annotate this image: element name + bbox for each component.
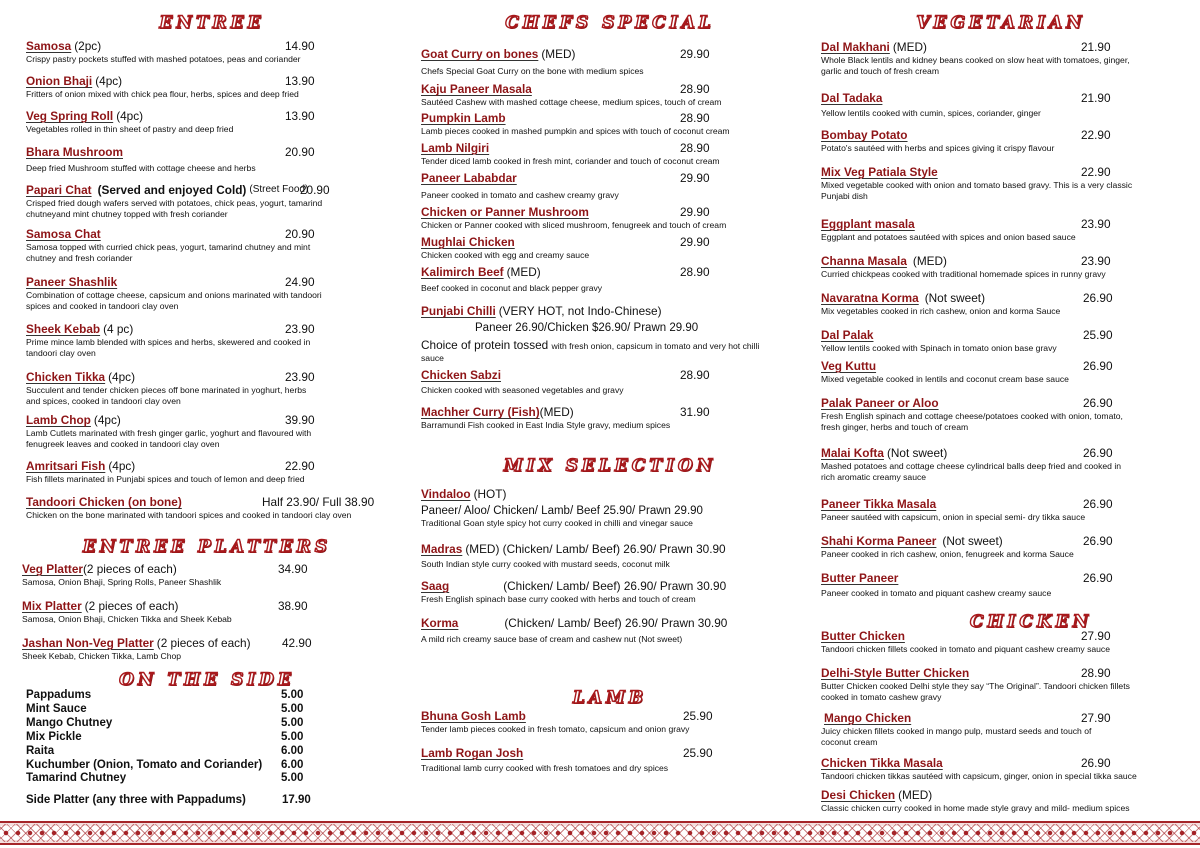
item-price: 14.90 xyxy=(285,39,315,53)
menu-item xyxy=(421,616,799,645)
item-desc: fresh ginger, herbs and touch of cream xyxy=(821,421,969,432)
heading-chicken: CHICKEN xyxy=(969,612,1093,632)
menu-item xyxy=(821,128,1181,154)
item-name: Lamb Rogan Josh xyxy=(421,746,524,760)
item-desc: Sheek Kebab, Chicken Tikka, Lamb Chop xyxy=(22,651,182,661)
side-item-price: 6.00 xyxy=(281,758,304,771)
menu-item xyxy=(421,368,799,396)
item-desc: Crisped fried dough wafers served with potatoes, chick peas, yogurt, tamarind xyxy=(26,198,323,208)
item-name: Veg Kuttu xyxy=(821,359,877,373)
item-extra: (4pc) xyxy=(108,370,136,384)
item-extra: (4pc) xyxy=(116,109,144,123)
side-item xyxy=(26,731,398,745)
heading-on-the-side: ON THE SIDE xyxy=(119,670,295,690)
item-name: Punjabi Chilli xyxy=(421,304,496,318)
side-item-price: 5.00 xyxy=(281,702,304,715)
side-item-price: 5.00 xyxy=(281,716,304,729)
item-extra: (Chicken/ Lamb/ Beef) 26.90/ Prawn 30.90 xyxy=(503,579,727,593)
item-name: Butter Chicken xyxy=(821,629,905,643)
item-name: Tandoori Chicken (on bone) xyxy=(26,495,182,509)
item-desc: Paneer cooked in tomato and cashew creamy gravy xyxy=(421,190,619,200)
side-item xyxy=(26,689,398,703)
item-desc: Fresh English spinach base curry cooked with herbs and touch of cream xyxy=(421,594,696,604)
item-desc: Mixed vegetable cooked in lentils and coconut cream base sauce xyxy=(821,374,1069,384)
item-price: 28.90 xyxy=(680,265,710,279)
side-item xyxy=(26,759,398,773)
menu-item xyxy=(421,47,799,77)
item-desc: Yellow lentils cooked with Spinach in tomato onion base gravy xyxy=(821,343,1057,353)
item-name: Dal Tadaka xyxy=(821,91,883,105)
item-price: 29.90 xyxy=(680,171,710,185)
item-name: Shahi Korma Paneer xyxy=(821,534,937,548)
item-price: 23.90 xyxy=(285,322,315,336)
item-name: Malai Kofta xyxy=(821,446,884,460)
item-desc: Chicken or Panner cooked with sliced mushroom, fenugreek and touch of cream xyxy=(421,220,727,230)
item-desc: Tender lamb pieces cooked in fresh tomato, capsicum and onion gravy xyxy=(421,724,690,734)
menu-item xyxy=(26,109,398,135)
item-price: 26.90 xyxy=(1083,446,1113,460)
item-price: 22.90 xyxy=(1081,128,1111,142)
item-name: Mango Chicken xyxy=(824,711,912,725)
side-item-price: 6.00 xyxy=(281,744,304,757)
item-price: 39.90 xyxy=(285,413,315,427)
item-name: Papari Chat xyxy=(26,183,92,197)
menu-item xyxy=(421,579,799,605)
item-desc: Yellow lentils cooked with cumin, spices, coriander, ginger xyxy=(821,108,1041,118)
item-extra: (Not sweet) xyxy=(886,446,948,460)
item-name: Goat Curry on bones xyxy=(421,47,539,61)
side-item-name: Mint Sauce xyxy=(26,702,87,715)
decorative-border-pattern xyxy=(0,824,1200,842)
item-desc: coconut cream xyxy=(821,736,878,747)
item-extra: (2 pieces of each) xyxy=(82,562,177,576)
item-desc: Succulent and tender chicken pieces off bone marinated in yoghurt, herbs xyxy=(26,385,307,395)
heading-mix-selection: MIX SELECTION xyxy=(503,456,717,476)
menu-item xyxy=(421,304,799,364)
item-name: Amritsari Fish xyxy=(26,459,106,473)
menu-item xyxy=(821,217,1181,243)
item-desc: and spices, cooked in tandoori clay oven xyxy=(26,395,181,406)
menu-item xyxy=(26,275,398,311)
menu-item xyxy=(821,788,1181,814)
side-item-price: 5.00 xyxy=(281,772,304,785)
item-price: 27.90 xyxy=(1081,711,1111,725)
item-price: Half 23.90/ Full 38.90 xyxy=(262,495,375,509)
item-desc: spices and cooked in tandoori clay oven xyxy=(26,300,179,311)
item-desc: rich aromatic creamy sauce xyxy=(821,471,927,482)
punjabi-choice xyxy=(421,338,799,353)
menu-item xyxy=(821,165,1181,201)
menu-item xyxy=(421,746,799,774)
item-name: Veg Platter xyxy=(22,562,83,576)
punjabi-choice-title: Choice of protein tossed xyxy=(421,338,549,352)
item-desc: Samosa topped with curried chick peas, yogurt, tamarind chutney and mint xyxy=(26,242,311,252)
heading-chefs-special: CHEFS SPECIAL xyxy=(505,13,715,33)
item-desc: Sautéed Cashew with mashed cottage cheese, medium spices, touch of cream xyxy=(421,97,722,107)
item-name: Mix Platter xyxy=(22,599,82,613)
menu-item xyxy=(821,756,1181,782)
item-extra: (4pc) xyxy=(108,459,136,473)
item-desc: Vegetables rolled in thin sheet of pastry and deep fried xyxy=(26,124,234,134)
item-extra: (Chicken/ Lamb/ Beef) 26.90/ Prawn 30.90 xyxy=(504,616,728,630)
item-name: Bhuna Gosh Lamb xyxy=(421,709,526,723)
item-name: Madras xyxy=(421,542,463,556)
item-price: 25.90 xyxy=(683,709,713,723)
item-desc: Punjabi dish xyxy=(821,190,868,201)
item-name: Chicken Tikka xyxy=(26,370,106,384)
item-extra-2: (Street Food) xyxy=(249,184,309,195)
menu-item xyxy=(421,542,799,570)
item-name: Chicken Tikka Masala xyxy=(821,756,943,770)
item-extra: (4pc) xyxy=(95,74,123,88)
item-name: Lamb Chop xyxy=(26,413,91,427)
item-desc: Classic chicken curry cooked in home made style gravy and mild- medium spices xyxy=(821,803,1130,813)
item-desc: Curried chickpeas cooked with traditional homemade spices in runny gravy xyxy=(821,269,1106,279)
item-name: Sheek Kebab xyxy=(26,322,101,336)
menu-item xyxy=(421,82,799,108)
item-price: 28.90 xyxy=(680,141,710,155)
item-name: Kaju Paneer Masala xyxy=(421,82,532,96)
item-desc: Chefs Special Goat Curry on the bone with medium spices xyxy=(421,66,644,76)
item-name: Palak Paneer or Aloo xyxy=(821,396,939,410)
side-item-name: Tamarind Chutney xyxy=(26,772,127,785)
item-name: Dal Makhani xyxy=(821,40,890,54)
item-name: Onion Bhaji xyxy=(26,74,93,88)
menu-item xyxy=(26,459,398,485)
item-name: Jashan Non-Veg Platter xyxy=(22,636,154,650)
item-name: Delhi-Style Butter Chicken xyxy=(821,666,970,680)
item-price: 29.90 xyxy=(680,205,710,219)
item-name: Paneer Shashlik xyxy=(26,275,118,289)
menu-item xyxy=(821,254,1181,280)
menu-item xyxy=(421,171,799,201)
item-extra: (MED) xyxy=(912,254,947,268)
menu-item xyxy=(821,711,1181,747)
menu-item xyxy=(821,396,1181,432)
item-name: Eggplant masala xyxy=(821,217,915,231)
side-item xyxy=(26,745,398,759)
item-price: 26.90 xyxy=(1083,359,1113,373)
item-price: 20.90 xyxy=(285,227,315,241)
item-extra: (MED) xyxy=(892,40,927,54)
menu-item xyxy=(821,497,1181,523)
item-desc: Whole Black lentils and kidney beans cooked on slow heat with tomatoes, ginger, xyxy=(821,55,1130,65)
item-price: 20.90 xyxy=(300,183,330,197)
item-desc: Lamb pieces cooked in mashed pumpkin and spices with touch of coconut cream xyxy=(421,126,730,136)
side-item xyxy=(26,772,398,786)
side-item-price: 5.00 xyxy=(281,689,304,701)
item-name: Veg Spring Roll xyxy=(26,109,114,123)
item-desc: Beef cooked in coconut and black pepper gravy xyxy=(421,283,603,293)
item-name: Chicken or Panner Mushroom xyxy=(421,205,589,219)
item-extra: (Served and enjoyed Cold) xyxy=(97,183,247,197)
item-name: Machher Curry (Fish) xyxy=(421,405,540,419)
item-price: 26.90 xyxy=(1083,396,1113,410)
item-price: 27.90 xyxy=(1081,629,1111,643)
item-extra: (2 pieces of each) xyxy=(84,599,179,613)
item-extra: (MED) xyxy=(539,405,574,419)
item-desc: Mashed potatoes and cottage cheese cylindrical balls deep fried and cooked in xyxy=(821,461,1122,471)
item-desc: Eggplant and potatoes sautéed with spices and onion based sauce xyxy=(821,232,1076,242)
side-item xyxy=(26,703,398,717)
item-desc: cooked in tomato cashew gravy xyxy=(821,691,942,702)
item-desc: Tender diced lamb cooked in fresh mint, coriander and touch of coconut cream xyxy=(421,156,720,166)
item-desc: Traditional Goan style spicy hot curry cooked in chilli and vinegar sauce xyxy=(421,518,693,528)
item-extra: (MED) (Chicken/ Lamb/ Beef) 26.90/ Prawn 30.90 xyxy=(465,542,726,556)
side-item-name: Mango Chutney xyxy=(26,716,113,729)
item-extra: (MED) xyxy=(898,788,933,802)
item-desc: Tandoori chicken tikkas sautéed with capsicum, ginger, onion in special tikka sauce xyxy=(821,771,1137,781)
item-name: Kalimirch Beef xyxy=(421,265,504,279)
item-price: 21.90 xyxy=(1081,91,1111,105)
menu-item xyxy=(421,265,799,294)
item-name: Mughlai Chicken xyxy=(421,235,515,249)
item-name: Navaratna Korma xyxy=(821,291,919,305)
item-desc: Fritters of onion mixed with chick pea flour, herbs, spices and deep fried xyxy=(26,89,299,99)
item-price: 22.90 xyxy=(285,459,315,473)
item-price: 28.90 xyxy=(680,82,710,96)
item-desc: chutneyand mint chutney topped with fresh coriander xyxy=(26,208,228,219)
item-name: Channa Masala xyxy=(821,254,907,268)
item-price: 13.90 xyxy=(285,74,315,88)
heading-lamb: LAMB xyxy=(572,688,648,708)
item-price: 29.90 xyxy=(680,235,710,249)
item-name: Pumpkin Lamb xyxy=(421,111,506,125)
item-extra: (VERY HOT, not Indo-Chinese) xyxy=(498,304,662,318)
menu-item xyxy=(821,91,1181,119)
item-name: Lamb Nilgiri xyxy=(421,141,490,155)
menu-item xyxy=(421,111,799,137)
item-name: Paneer Lababdar xyxy=(421,171,517,185)
item-price: 26.90 xyxy=(1083,291,1113,305)
item-desc: Combination of cottage cheese, capsicum and onions marinated with tandoori xyxy=(26,290,322,300)
item-desc: Traditional lamb curry cooked with fresh tomatoes and dry spices xyxy=(421,763,669,773)
item-extra: (Not sweet) xyxy=(942,534,1003,548)
item-price: 23.90 xyxy=(1081,254,1111,268)
item-price: 13.90 xyxy=(285,109,315,123)
menu-item xyxy=(26,183,398,219)
item-desc: Crispy pastry pockets stuffed with mashed potatoes, peas and coriander xyxy=(26,54,301,64)
item-price: 24.90 xyxy=(285,275,315,289)
menu-item xyxy=(821,291,1181,317)
item-name: Vindaloo xyxy=(421,487,471,501)
item-desc: Paneer cooked in rich cashew, onion, fenugreek and korma Sauce xyxy=(821,549,1074,559)
menu-item xyxy=(26,227,398,263)
menu-item xyxy=(421,487,799,529)
column-left xyxy=(22,0,398,818)
item-desc: Fish fillets marinated in Punjabi spices and touch of lemon and deep fried xyxy=(26,474,305,484)
menu-item xyxy=(821,571,1181,599)
item-desc: fenugreek leaves and cooked in tandoori clay oven xyxy=(26,438,220,449)
item-desc: Butter Chicken cooked Delhi style they say “The Original”. Tandoori chicken fillets xyxy=(821,681,1130,691)
menu-item xyxy=(421,141,799,167)
menu-item xyxy=(421,405,799,431)
item-desc: Chicken cooked with egg and creamy sauce xyxy=(421,250,590,260)
heading-entree: ENTREE xyxy=(159,13,265,33)
item-price: 25.90 xyxy=(683,746,713,760)
item-price: 28.90 xyxy=(680,368,710,382)
item-price: 42.90 xyxy=(282,636,312,650)
item-desc: Samosa, Onion Bhaji, Chicken Tikka and Sheek Kebab xyxy=(22,614,232,624)
item-desc: Potato's sautéed with herbs and spices giving it crispy flavour xyxy=(821,143,1055,153)
item-name: Saag xyxy=(421,579,450,593)
item-extra: (HOT) xyxy=(473,487,507,501)
menu-item xyxy=(22,562,398,588)
item-name: Samosa xyxy=(26,39,72,53)
heading-vegetarian: VEGETARIAN xyxy=(916,13,1086,33)
item-extra: (4 pc) xyxy=(103,322,134,336)
item-desc: Prime mince lamb blended with spices and herbs, skewered and cooked in xyxy=(26,337,311,347)
item-desc: Barramundi Fish cooked in East India Style gravy, medium spices xyxy=(421,420,671,430)
item-name: Bhara Mushroom xyxy=(26,145,124,159)
item-desc: tandoori clay oven xyxy=(26,347,96,358)
item-extra: (MED) xyxy=(506,265,541,279)
item-name: Paneer Tikka Masala xyxy=(821,497,937,511)
menu-item xyxy=(821,666,1181,702)
item-name: Chicken Sabzi xyxy=(421,368,501,382)
item-desc: Paneer cooked in tomato and piquant cashew creamy sauce xyxy=(821,588,1052,598)
item-price: 34.90 xyxy=(278,562,308,576)
item-desc: Samosa, Onion Bhaji, Spring Rolls, Paneer Shashlik xyxy=(22,577,222,587)
menu-item xyxy=(22,599,398,625)
item-price: 28.90 xyxy=(1081,666,1111,680)
item-extra: (Not sweet) xyxy=(924,291,986,305)
side-item-price: 17.90 xyxy=(282,794,311,807)
menu-item xyxy=(821,359,1181,385)
heading-entree-platters: ENTREE PLATTERS xyxy=(82,537,332,557)
item-price: 29.90 xyxy=(680,47,710,61)
item-price: 21.90 xyxy=(1081,40,1111,54)
item-name: Samosa Chat xyxy=(26,227,101,241)
item-price: 38.90 xyxy=(278,599,308,613)
item-extra: (2 pieces of each) xyxy=(156,636,251,650)
menu-item xyxy=(821,629,1181,655)
menu-item xyxy=(26,495,398,521)
side-item-name: Raita xyxy=(26,744,55,757)
item-price: 25.90 xyxy=(1083,328,1113,342)
menu-item xyxy=(26,39,398,65)
item-desc: Paneer sautéed with capsicum, onion in special semi- dry tikka sauce xyxy=(821,512,1086,522)
menu-item xyxy=(26,145,398,174)
item-desc: Lamb Cutlets marinated with fresh ginger garlic, yoghurt and flavoured with xyxy=(26,428,312,438)
punjabi-choice-desc: with fresh onion, capsicum in tomato and very hot chilli xyxy=(551,341,760,351)
item-desc: Deep fried Mushroom stuffed with cottage cheese and herbs xyxy=(26,163,256,173)
item-price: 26.90 xyxy=(1083,534,1113,548)
menu-item xyxy=(26,370,398,406)
menu-item xyxy=(421,235,799,261)
item-price: 26.90 xyxy=(1081,756,1111,770)
item-name: Desi Chicken xyxy=(821,788,896,802)
item-desc: sauce xyxy=(421,353,444,363)
item-desc: Chicken cooked with seasoned vegetables and gravy xyxy=(421,385,624,395)
item-name: Butter Paneer xyxy=(821,571,899,585)
mix-sub: Paneer/ Aloo/ Chicken/ Lamb/ Beef 25.90/ Prawn 29.90 xyxy=(421,505,703,517)
item-desc: South Indian style curry cooked with mustard seeds, coconut milk xyxy=(421,559,670,569)
side-item xyxy=(26,717,398,731)
item-desc: Mix vegetables cooked in rich cashew, onion and korma Sauce xyxy=(821,306,1061,316)
menu-item xyxy=(421,205,799,231)
punjabi-prices: Paneer 26.90/Chicken $26.90/ Prawn 29.90 xyxy=(475,322,699,334)
item-desc: Chicken on the bone marinated with tandoori spices and cooked in tandoori clay oven xyxy=(26,510,352,520)
item-price: 26.90 xyxy=(1083,571,1113,585)
item-price: 23.90 xyxy=(285,370,315,384)
menu-item xyxy=(26,413,398,449)
item-name: Dal Palak xyxy=(821,328,874,342)
item-extra: (4pc) xyxy=(93,413,121,427)
column-middle xyxy=(421,0,799,818)
item-extra: (MED) xyxy=(541,47,576,61)
item-extra: (2pc) xyxy=(74,39,102,53)
item-desc: Mixed vegetable cooked with onion and tomato based gravy. This is a very classic xyxy=(821,180,1133,190)
item-name: Korma xyxy=(421,616,459,630)
item-desc: Juicy chicken fillets cooked in mango pulp, mustard seeds and touch of xyxy=(821,726,1092,736)
item-desc: garlic and touch of fresh cream xyxy=(821,65,939,76)
item-price: 26.90 xyxy=(1083,497,1113,511)
item-desc: chutney and fresh coriander xyxy=(26,252,133,263)
item-name: Bombay Potato xyxy=(821,128,908,142)
side-item-name: Mix Pickle xyxy=(26,730,82,743)
item-price: 31.90 xyxy=(680,405,710,419)
menu-item xyxy=(821,328,1181,354)
menu-item xyxy=(26,74,398,100)
menu-item xyxy=(421,709,799,735)
menu-item xyxy=(821,446,1181,482)
item-price: 28.90 xyxy=(680,111,710,125)
item-desc: A mild rich creamy sauce base of cream and cashew nut (Not sweet) xyxy=(421,634,683,644)
side-platter xyxy=(26,794,398,808)
side-list xyxy=(26,689,398,808)
menu-item xyxy=(26,322,398,358)
side-item-name: Pappadums xyxy=(26,689,92,701)
column-right xyxy=(821,0,1181,818)
item-desc: Tandoori chicken fillets cooked in tomato and piquant cashew creamy sauce xyxy=(821,644,1111,654)
item-price: 23.90 xyxy=(1081,217,1111,231)
item-desc: Fresh English spinach and cottage cheese/potatoes cooked with onion, tomato, xyxy=(821,411,1123,421)
menu-item xyxy=(22,636,398,662)
menu-item xyxy=(821,534,1181,560)
side-item-name: Side Platter (any three with Pappadums) xyxy=(26,794,246,807)
item-price: 20.90 xyxy=(285,145,315,159)
item-price: 22.90 xyxy=(1081,165,1111,179)
side-item-name: Kuchumber (Onion, Tomato and Coriander) xyxy=(26,758,263,771)
side-item-price: 5.00 xyxy=(281,730,304,743)
item-name: Mix Veg Patiala Style xyxy=(821,165,938,179)
menu-item xyxy=(821,40,1181,76)
